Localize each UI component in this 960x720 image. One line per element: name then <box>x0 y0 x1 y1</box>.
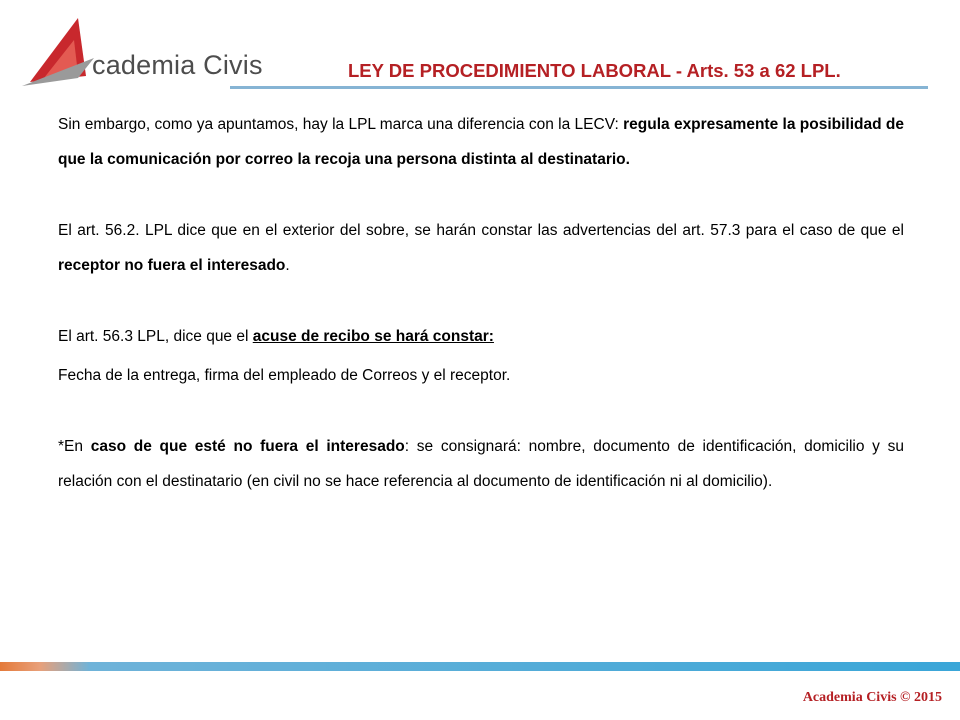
paragraph-3 <box>58 319 904 354</box>
paragraph-5-prefix: *En <box>58 438 91 455</box>
paragraph-2 <box>58 213 904 283</box>
copyright: Academia Civis © 2015 <box>802 690 942 705</box>
paragraph-5-text: : se consignará: nombre, documento de identificación, domicilio y su relación con el destinatario (en civil no se hace referencia al documento de identificación ni al domicilio). <box>58 438 904 490</box>
footer-bar <box>0 662 960 671</box>
paragraph-2-end: . <box>285 257 290 274</box>
paragraph-1-bold: regula expresamente la posibilidad de que la comunicación por correo la recoja una persona distinta al destinatario. <box>58 116 904 168</box>
paragraph-3-underlined: acuse de recibo se hará constar: <box>252 328 494 345</box>
paragraph-4: Fecha de la entrega, firma del empleado de Correos y el receptor. <box>58 367 511 384</box>
academia-civis-logo <box>22 16 263 88</box>
page-title: LEY DE PROCEDIMIENTO LABORAL - Arts. 53 a 62 LPL. <box>348 60 841 81</box>
title-underline <box>230 86 928 89</box>
logo-text: cademia Civis <box>92 50 263 80</box>
paragraph-3-text: El art. 56.3 LPL, dice que el <box>58 328 253 345</box>
paragraph-5-bold: caso de que esté no fuera el interesado <box>90 438 405 455</box>
paragraph-1-text: Sin embargo, como ya apuntamos, hay la LPL marca una diferencia con la LECV: <box>58 116 624 133</box>
paragraph-5 <box>58 429 904 499</box>
paragraph-2-text: El art. 56.2. LPL dice que en el exterior del sobre, se harán constar las advertencias del art. 57.3 para el caso de que el <box>58 222 904 239</box>
paragraph-1 <box>58 107 904 177</box>
paragraph-2-bold: receptor no fuera el interesado <box>58 257 286 274</box>
slide-body <box>58 107 904 499</box>
